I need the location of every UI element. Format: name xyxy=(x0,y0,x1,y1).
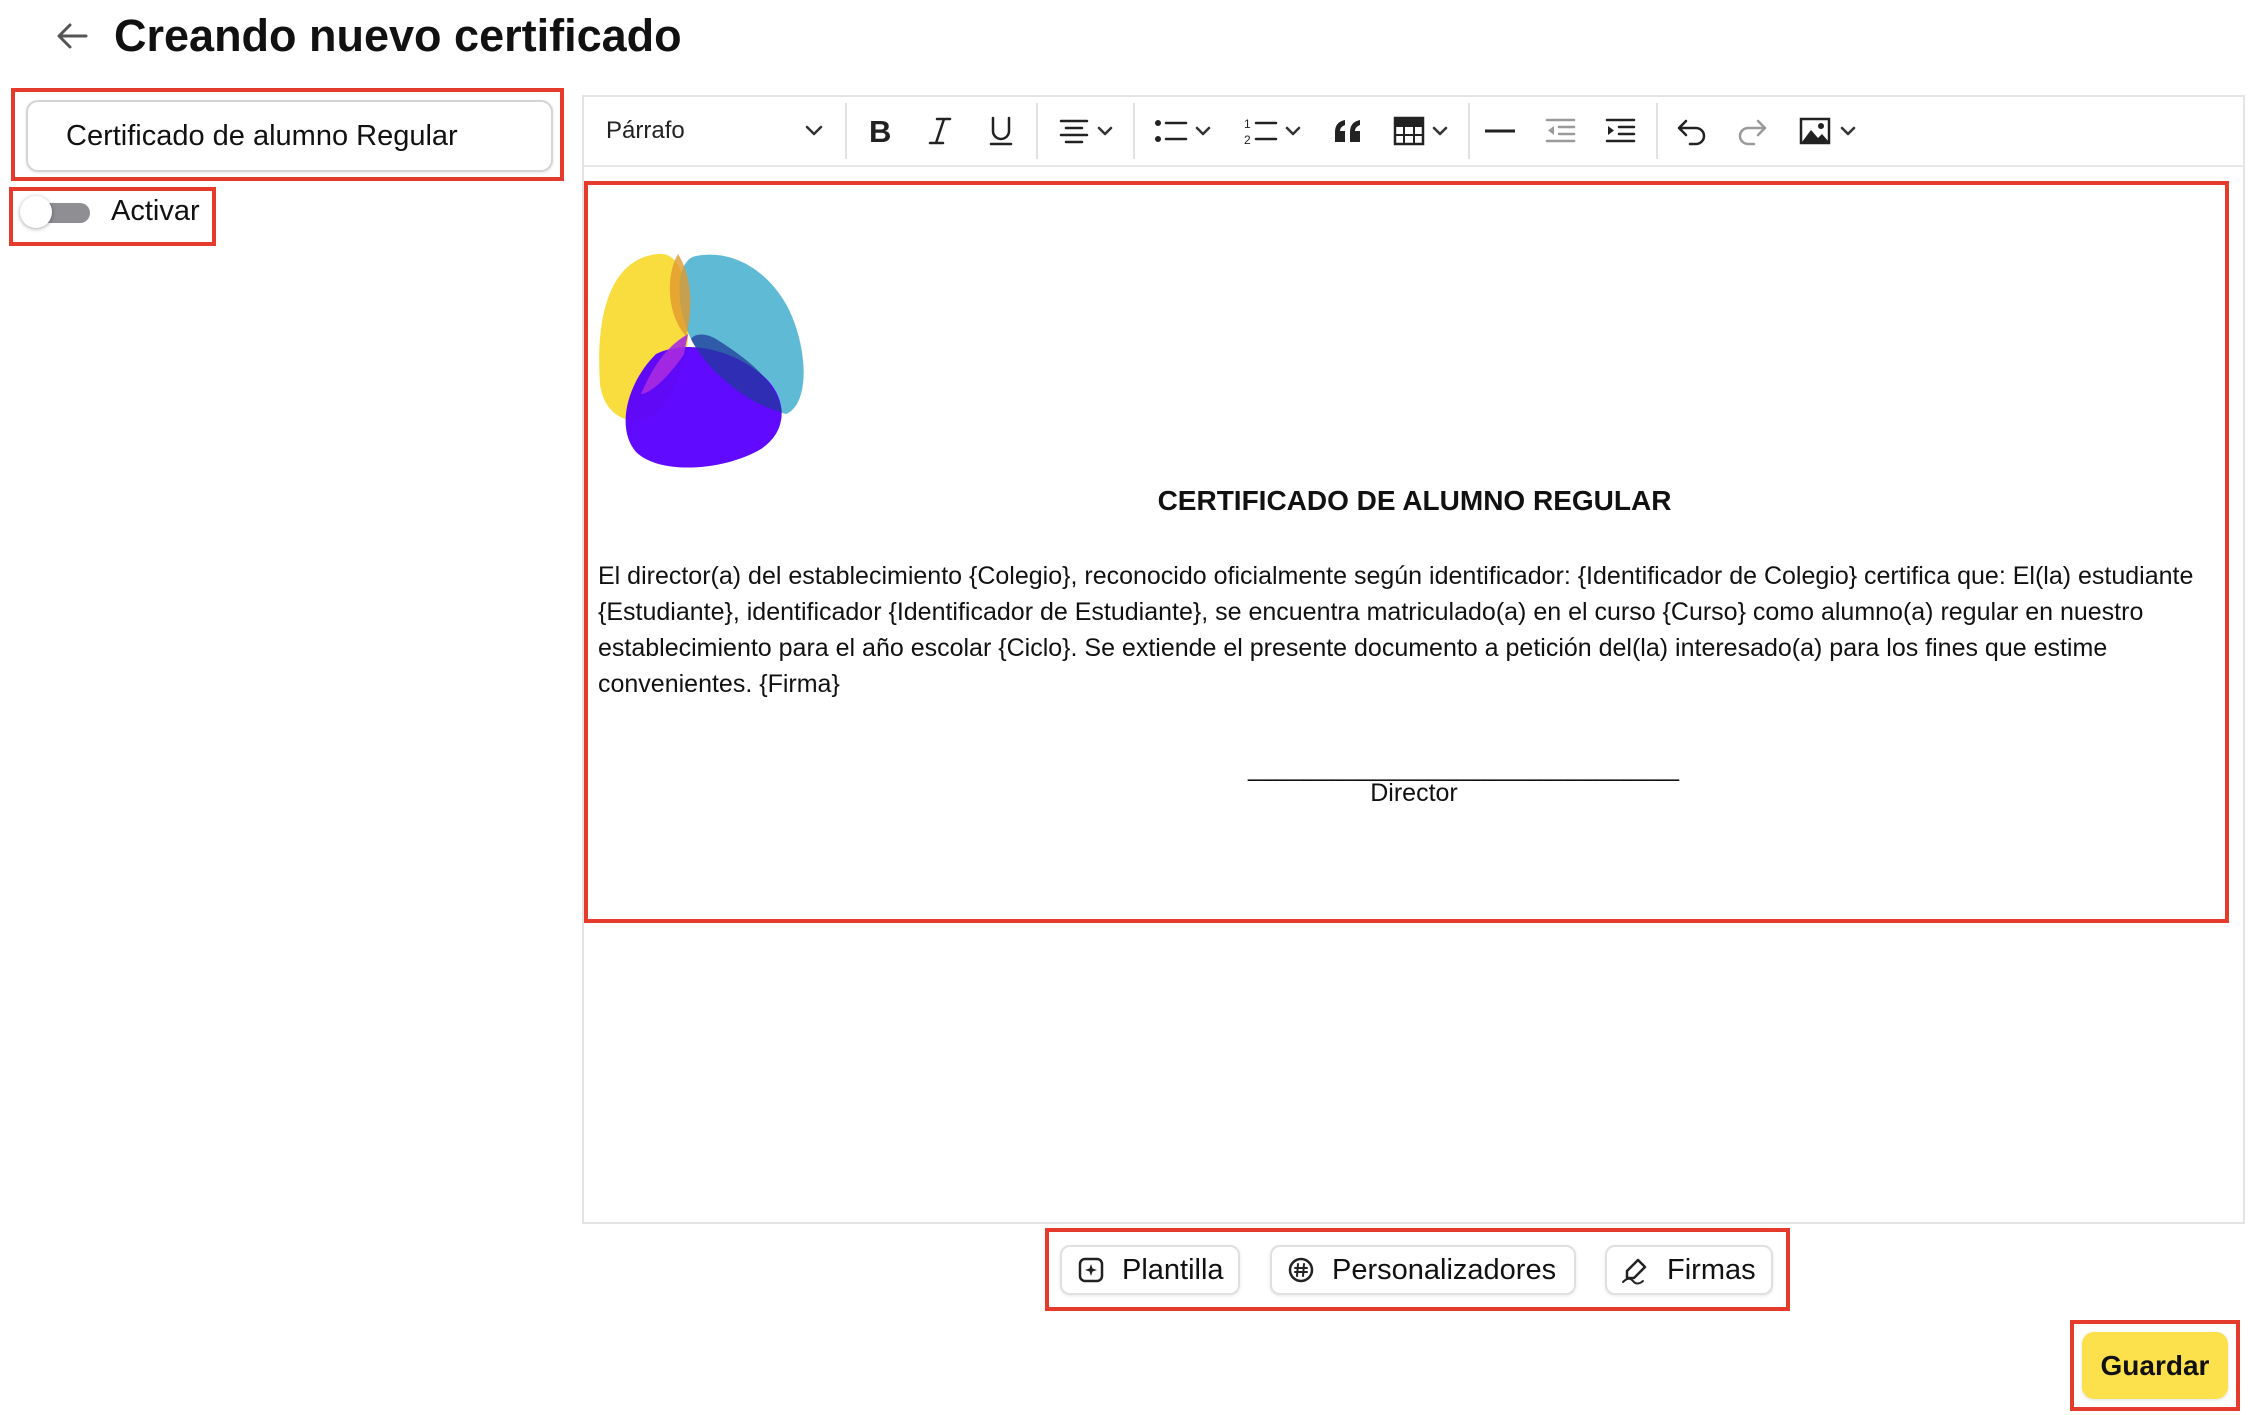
toggle-knob xyxy=(20,196,52,228)
bulleted-list-icon xyxy=(1154,117,1188,145)
signature-pen-icon xyxy=(1621,1255,1651,1285)
toolbar-separator xyxy=(845,103,847,159)
signature-line: _______________________________ xyxy=(1248,754,1680,782)
undo-button[interactable] xyxy=(1670,108,1714,154)
blockquote-icon xyxy=(1333,118,1363,144)
italic-icon xyxy=(926,115,954,147)
svg-text:2: 2 xyxy=(1244,133,1251,147)
certificate-heading: CERTIFICADO DE ALUMNO REGULAR xyxy=(1157,485,1672,516)
hashtag-icon xyxy=(1286,1255,1316,1285)
indent-button[interactable] xyxy=(1598,108,1642,154)
insert-image-icon xyxy=(1799,117,1831,145)
numbered-list-icon xyxy=(1244,116,1278,146)
alignment-dropdown[interactable] xyxy=(1050,108,1122,154)
template-label: Plantilla xyxy=(1122,1253,1224,1286)
horizontal-line-button[interactable] xyxy=(1478,108,1522,154)
bold-button[interactable] xyxy=(858,108,902,154)
bold-icon xyxy=(866,115,894,147)
underline-icon xyxy=(987,115,1015,147)
toolbar-separator xyxy=(1133,103,1135,159)
svg-text:B: B xyxy=(869,114,892,149)
customizers-button[interactable] xyxy=(1270,1245,1576,1295)
chevron-down-icon xyxy=(1431,124,1449,138)
italic-button[interactable] xyxy=(918,108,962,154)
underline-button[interactable] xyxy=(979,108,1023,154)
paragraph-format-select[interactable] xyxy=(596,108,832,154)
toolbar-separator xyxy=(1656,103,1658,159)
signatures-button[interactable] xyxy=(1605,1245,1773,1295)
outdent-button[interactable] xyxy=(1538,108,1582,154)
svg-text:1: 1 xyxy=(1244,117,1251,131)
activate-label: Activar xyxy=(111,195,200,227)
numbered-list-dropdown[interactable] xyxy=(1236,108,1310,154)
certificate-name-input[interactable] xyxy=(26,100,553,172)
chevron-down-icon xyxy=(1284,124,1302,138)
template-button[interactable] xyxy=(1060,1245,1240,1295)
sparkle-icon xyxy=(1076,1255,1106,1285)
undo-icon xyxy=(1676,117,1708,145)
page-title: Creando nuevo certificado xyxy=(114,10,682,61)
redo-icon xyxy=(1736,117,1768,145)
chevron-down-icon xyxy=(1839,124,1857,138)
save-button[interactable]: Guardar xyxy=(2082,1332,2228,1399)
customizers-label: Personalizadores xyxy=(1332,1253,1557,1286)
toolbar-separator xyxy=(1036,103,1038,159)
certificate-body-text: El director(a) del establecimiento {Colegio}, reconocido oficialmente según identificador: {Identificador de Colegio} certifica que: El(la) estudiante {Estudiante}, identificador {Identificador de Estudiante}, se encuentra matriculado(a) en el curso {Curso} como alumno(a) regular en nuestro establecimiento para el año escolar {Ciclo}. Se extiende el presente documento a petición del(la) interesado(a) para los fines que estime convenientes. {Firma} xyxy=(598,562,2194,698)
chevron-down-icon xyxy=(1096,124,1114,138)
toolbar-separator xyxy=(1468,103,1470,159)
table-dropdown[interactable] xyxy=(1384,108,1458,154)
indent-icon xyxy=(1604,117,1636,145)
signatures-label: Firmas xyxy=(1667,1253,1756,1286)
activate-toggle[interactable] xyxy=(20,196,92,226)
arrow-left-icon xyxy=(56,22,88,50)
bulleted-list-dropdown[interactable] xyxy=(1146,108,1220,154)
chevron-down-icon xyxy=(804,124,824,138)
school-logo xyxy=(596,244,808,474)
outdent-icon xyxy=(1544,117,1576,145)
format-select-value: Párrafo xyxy=(606,117,685,144)
blockquote-button[interactable] xyxy=(1326,108,1370,154)
back-button[interactable] xyxy=(50,14,94,58)
chevron-down-icon xyxy=(1194,124,1212,138)
signature-label: Director xyxy=(1370,779,1458,807)
align-center-icon xyxy=(1058,117,1090,145)
horizontal-line-icon xyxy=(1484,126,1516,136)
insert-image-dropdown[interactable] xyxy=(1790,108,1866,154)
redo-button[interactable] xyxy=(1730,108,1774,154)
table-icon xyxy=(1393,116,1425,146)
